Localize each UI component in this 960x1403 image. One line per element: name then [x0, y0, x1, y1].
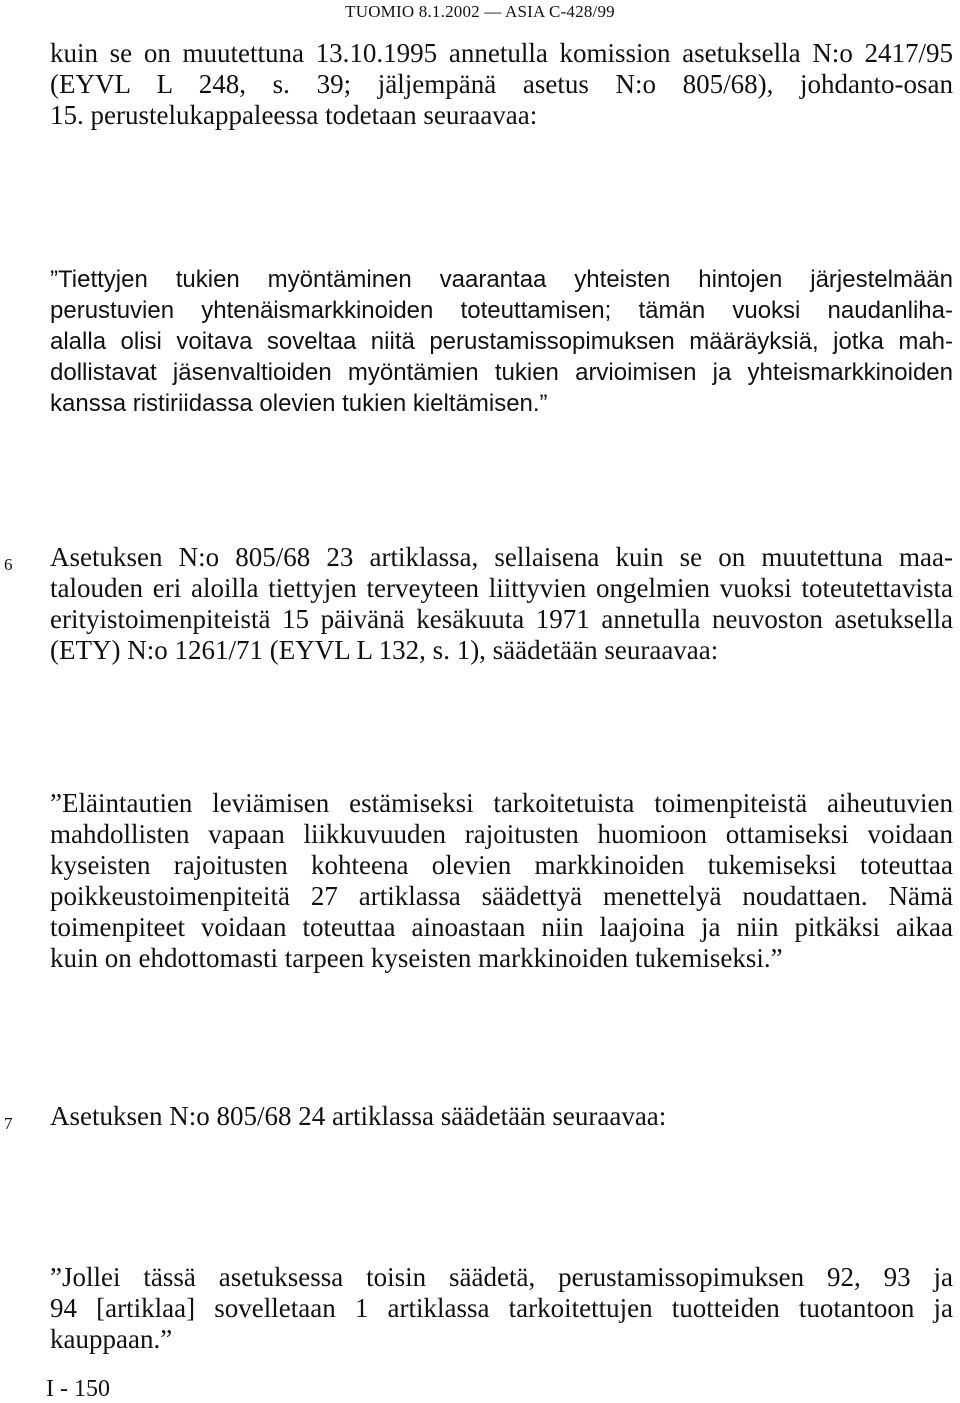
text-line: dollistavat jäsenvaltioiden myöntämien tukien arvioimisen ja yhteismarkkinoiden [50, 359, 953, 386]
text-line: kauppaan.” [50, 1324, 173, 1354]
running-header: TUOMIO 8.1.2002 — ASIA C-428/99 [345, 2, 615, 21]
text-line: (EYVL L 248, s. 39; jäljempänä asetus N:o 805/68), johdanto-osan [50, 69, 953, 99]
text-line: poikkeustoimenpiteitä 27 artiklassa säädettyä menettelyä noudattaen. Nämä [50, 881, 953, 911]
text-line: kanssa ristiriidassa olevien tukien kieltämisen.” [50, 390, 548, 417]
paragraph-number-7: 7 [4, 1114, 13, 1133]
paragraph-number-6: 6 [4, 555, 13, 574]
paragraph-7 [50, 1101, 953, 1132]
page-number: I - 150 [46, 1376, 110, 1402]
text-line: ”Eläintautien leviämisen estämiseksi tarkoitetuista toimenpiteistä aiheutuvien [50, 788, 953, 818]
text-line: ”Tiettyjen tukien myöntäminen vaarantaa yhteisten hintojen järjestelmään [50, 266, 953, 293]
text-line: kuin se on muutettuna 13.10.1995 annetulla komission asetuksella N:o 2417/95 [50, 38, 953, 68]
quote-recital-15 [50, 264, 953, 419]
text-line: alalla olisi voitava soveltaa niitä perustamissopimuksen määräyksiä, jotka mah- [50, 328, 953, 355]
text-line: erityistoimenpiteistä 15 päivänä kesäkuuta 1971 annetulla neuvoston asetuksella [50, 604, 953, 634]
intro-paragraph [50, 38, 953, 131]
text-line: talouden eri aloilla tiettyjen terveyteen liittyvien ongelmien vuoksi toteutettavista [50, 573, 953, 603]
text-line: 15. perustelukappaleessa todetaan seuraavaa: [50, 100, 538, 130]
text-line: kuin on ehdottomasti tarpeen kyseisten markkinoiden tukemiseksi.” [50, 943, 783, 973]
quote-article-24 [50, 1262, 953, 1355]
text-line: Asetuksen N:o 805/68 24 artiklassa säädetään seuraavaa: [50, 1101, 667, 1131]
text-line: mahdollisten vapaan liikkuvuuden rajoitusten huomioon ottamiseksi voidaan [50, 819, 953, 849]
text-line: kyseisten rajoitusten kohteena olevien markkinoiden tukemiseksi toteuttaa [50, 850, 953, 880]
paragraph-6 [50, 542, 953, 666]
text-line: toimenpiteet voidaan toteuttaa ainoastaan niin laajoina ja niin pitkäksi aikaa [50, 912, 953, 942]
text-line: ”Jollei tässä asetuksessa toisin säädetä, perustamissopimuksen 92, 93 ja [50, 1262, 953, 1292]
text-line: Asetuksen N:o 805/68 23 artiklassa, sellaisena kuin se on muutettuna maa- [50, 542, 953, 572]
text-line: perustuvien yhtenäismarkkinoiden toteuttamisen; tämän vuoksi naudanliha- [50, 297, 953, 324]
text-line: 94 [artiklaa] sovelletaan 1 artiklassa tarkoitettujen tuotteiden tuotantoon ja [50, 1293, 953, 1323]
quote-article-23 [50, 788, 953, 974]
text-line: (ETY) N:o 1261/71 (EYVL L 132, s. 1), säädetään seuraavaa: [50, 635, 719, 665]
